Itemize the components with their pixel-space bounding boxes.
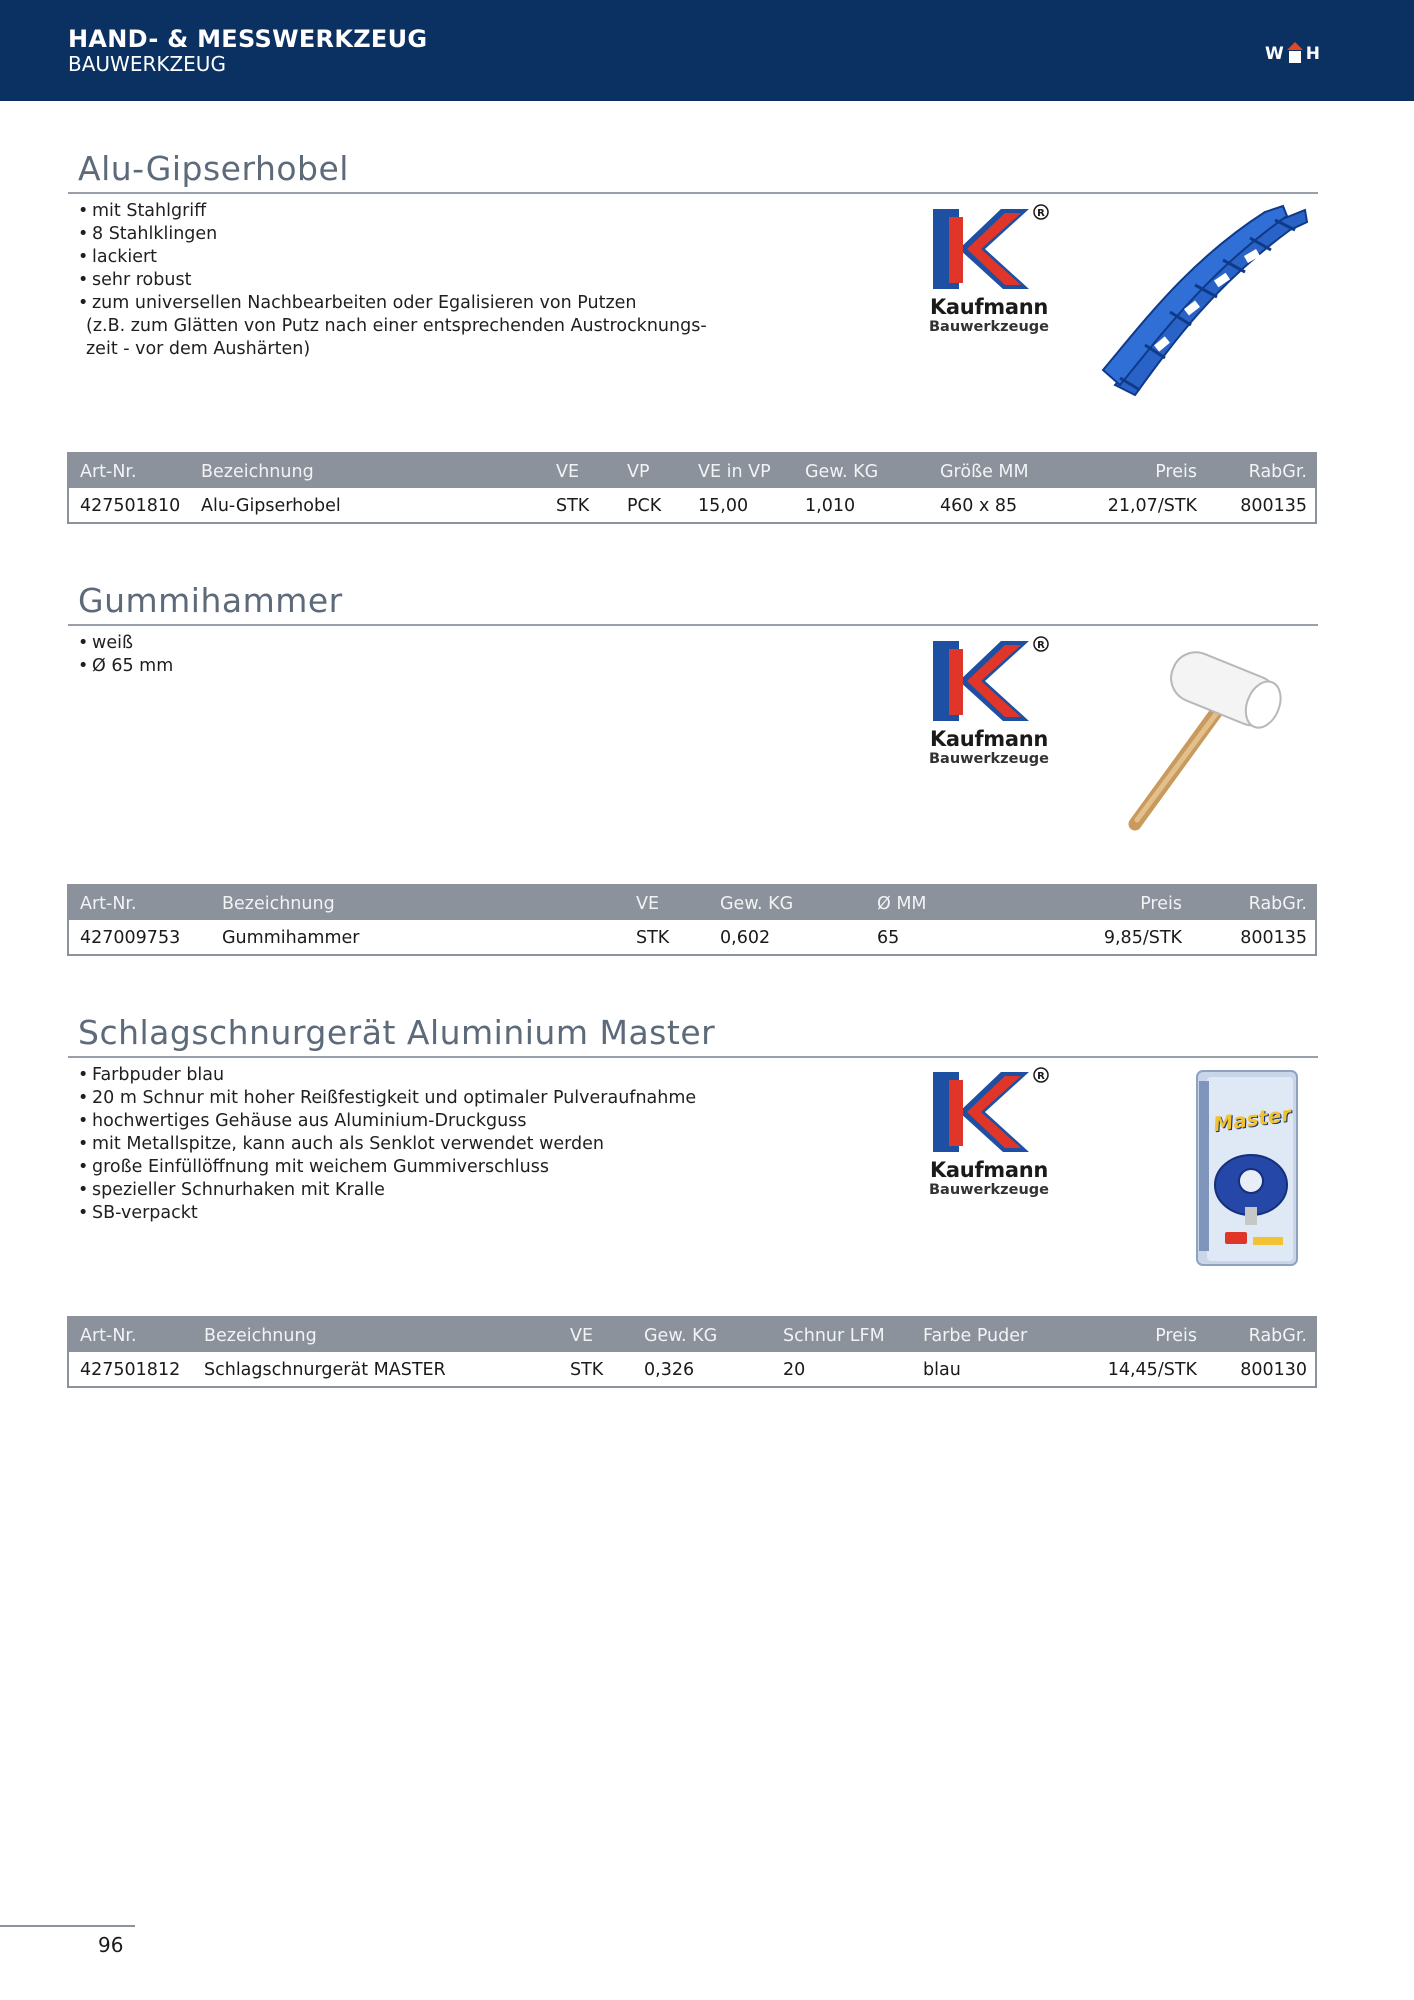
feature-item: • weiß [78, 633, 133, 653]
brand-name: Kaufmann [929, 1158, 1049, 1182]
table-cell: blau [923, 1360, 961, 1380]
column-header: RabGr. [1248, 462, 1307, 482]
table-cell: 14,45/STK [1107, 1360, 1197, 1380]
feature-item: • Ø 65 mm [78, 656, 174, 676]
title-divider [68, 1056, 1318, 1058]
table-cell: STK [570, 1360, 604, 1380]
table-cell: STK [636, 928, 670, 948]
table-cell: 0,602 [720, 928, 771, 948]
category-subtitle: BAUWERKZEUG [68, 52, 226, 76]
column-header: Gew. KG [644, 1326, 718, 1346]
column-header: Gew. KG [805, 462, 879, 482]
table-cell: 9,85/STK [1103, 928, 1182, 948]
table-row [69, 1352, 1315, 1386]
feature-item: • mit Stahlgriff [78, 201, 207, 221]
brand-name: Kaufmann [929, 727, 1049, 751]
feature-item: • lackiert [78, 247, 158, 267]
column-header: Bezeichnung [222, 894, 335, 914]
company-logo [1265, 38, 1320, 64]
table-cell: 800135 [1240, 496, 1307, 516]
column-header: VE [556, 462, 580, 482]
package-graphic [1193, 1067, 1305, 1269]
column-header: Ø MM [877, 894, 927, 914]
kaufmann-k-icon [929, 203, 1049, 295]
svg-text:R: R [1037, 208, 1045, 219]
title-divider [68, 624, 1318, 626]
kaufmann-brand-logo [929, 635, 1049, 765]
column-header: Preis [1140, 894, 1182, 914]
kaufmann-brand-logo [929, 1066, 1049, 1196]
feature-item: • spezieller Schnurhaken mit Kralle [78, 1180, 385, 1200]
product-table-gummihammer [67, 884, 1317, 956]
brand-tagline: Bauwerkzeuge [929, 751, 1049, 767]
product-table-alu-gipserhobel [67, 452, 1317, 524]
table-cell: PCK [627, 496, 662, 516]
kaufmann-k-icon [929, 635, 1049, 727]
feature-list [78, 1064, 1318, 1225]
column-header: Bezeichnung [201, 462, 314, 482]
column-header: Farbe Puder [923, 1326, 1028, 1346]
page-number: 96 [98, 1933, 124, 1957]
brand-name: Kaufmann [929, 295, 1049, 319]
product-table-schlagschnurgeraet [67, 1316, 1317, 1388]
column-header: Preis [1155, 1326, 1197, 1346]
column-header: Größe MM [940, 462, 1029, 482]
table-header [69, 1318, 1315, 1352]
table-cell: Schlagschnurgerät MASTER [204, 1360, 446, 1380]
house-icon [1286, 40, 1304, 64]
column-header: VP [627, 462, 650, 482]
plaster-plane-image [1095, 200, 1310, 410]
table-cell: 20 [783, 1360, 806, 1380]
table-header [69, 454, 1315, 488]
column-header: Art-Nr. [80, 462, 137, 482]
table-cell: 15,00 [698, 496, 749, 516]
product-title: Alu-Gipserhobel [78, 149, 349, 188]
column-header: Bezeichnung [204, 1326, 317, 1346]
column-header: VE in VP [698, 462, 771, 482]
table-row [69, 920, 1315, 954]
feature-item: • 20 m Schnur mit hoher Reißfestigkeit und optimaler Pulveraufnahme [78, 1088, 697, 1108]
package-label: Master [1211, 1101, 1293, 1137]
product-section-schlagschnurgeraet [68, 1014, 1318, 1225]
feature-item: • Farbpuder blau [78, 1065, 225, 1085]
feature-item: • sehr robust [78, 270, 192, 290]
logo-letter-w: W [1265, 44, 1284, 64]
column-header: VE [636, 894, 660, 914]
table-cell: 21,07/STK [1107, 496, 1197, 516]
table-cell: 0,326 [644, 1360, 695, 1380]
catalog-header [0, 0, 1414, 101]
kaufmann-k-icon [929, 1066, 1049, 1158]
category-title: HAND- & MESSWERKZEUG [68, 25, 428, 53]
feature-item: • 8 Stahlklingen [78, 224, 218, 244]
table-cell: 427501812 [80, 1360, 181, 1380]
table-cell: 1,010 [805, 496, 856, 516]
column-header: RabGr. [1248, 894, 1307, 914]
feature-continuation: (z.B. zum Glätten von Putz nach einer entsprechenden Austrocknungs- [86, 316, 707, 336]
logo-letter-h: H [1305, 44, 1320, 64]
brand-tagline: Bauwerkzeuge [929, 319, 1049, 335]
svg-text:R: R [1037, 640, 1045, 651]
column-header: Art-Nr. [80, 1326, 137, 1346]
feature-item: • zum universellen Nachbearbeiten oder Egalisieren von Putzen [78, 293, 637, 313]
column-header: RabGr. [1248, 1326, 1307, 1346]
rubber-mallet-image [1115, 632, 1315, 837]
chalk-line-package-image [1193, 1067, 1305, 1269]
column-header: Schnur LFM [783, 1326, 885, 1346]
column-header: Preis [1155, 462, 1197, 482]
column-header: VE [570, 1326, 594, 1346]
product-title: Schlagschnurgerät Aluminium Master [78, 1013, 716, 1052]
table-cell: 800135 [1240, 928, 1307, 948]
table-cell: 800130 [1240, 1360, 1307, 1380]
table-cell: 427009753 [80, 928, 181, 948]
table-header [69, 886, 1315, 920]
table-cell: 460 x 85 [940, 496, 1018, 516]
table-cell: STK [556, 496, 590, 516]
svg-text:R: R [1037, 1071, 1045, 1082]
feature-item: • hochwertiges Gehäuse aus Aluminium-Druckguss [78, 1111, 527, 1131]
table-cell: 427501810 [80, 496, 181, 516]
table-cell: Gummihammer [222, 928, 360, 948]
column-header: Art-Nr. [80, 894, 137, 914]
footer-divider [0, 1925, 135, 1927]
table-row [69, 488, 1315, 522]
title-divider [68, 192, 1318, 194]
product-title: Gummihammer [78, 581, 343, 620]
feature-item: • mit Metallspitze, kann auch als Senklot verwendet werden [78, 1134, 605, 1154]
column-header: Gew. KG [720, 894, 794, 914]
feature-item: • große Einfüllöffnung mit weichem Gummiverschluss [78, 1157, 549, 1177]
kaufmann-brand-logo [929, 203, 1049, 333]
feature-item: • SB-verpackt [78, 1203, 198, 1223]
table-cell: Alu-Gipserhobel [201, 496, 341, 516]
feature-continuation: zeit - vor dem Aushärten) [86, 339, 311, 359]
table-cell: 65 [877, 928, 900, 948]
brand-tagline: Bauwerkzeuge [929, 1182, 1049, 1198]
